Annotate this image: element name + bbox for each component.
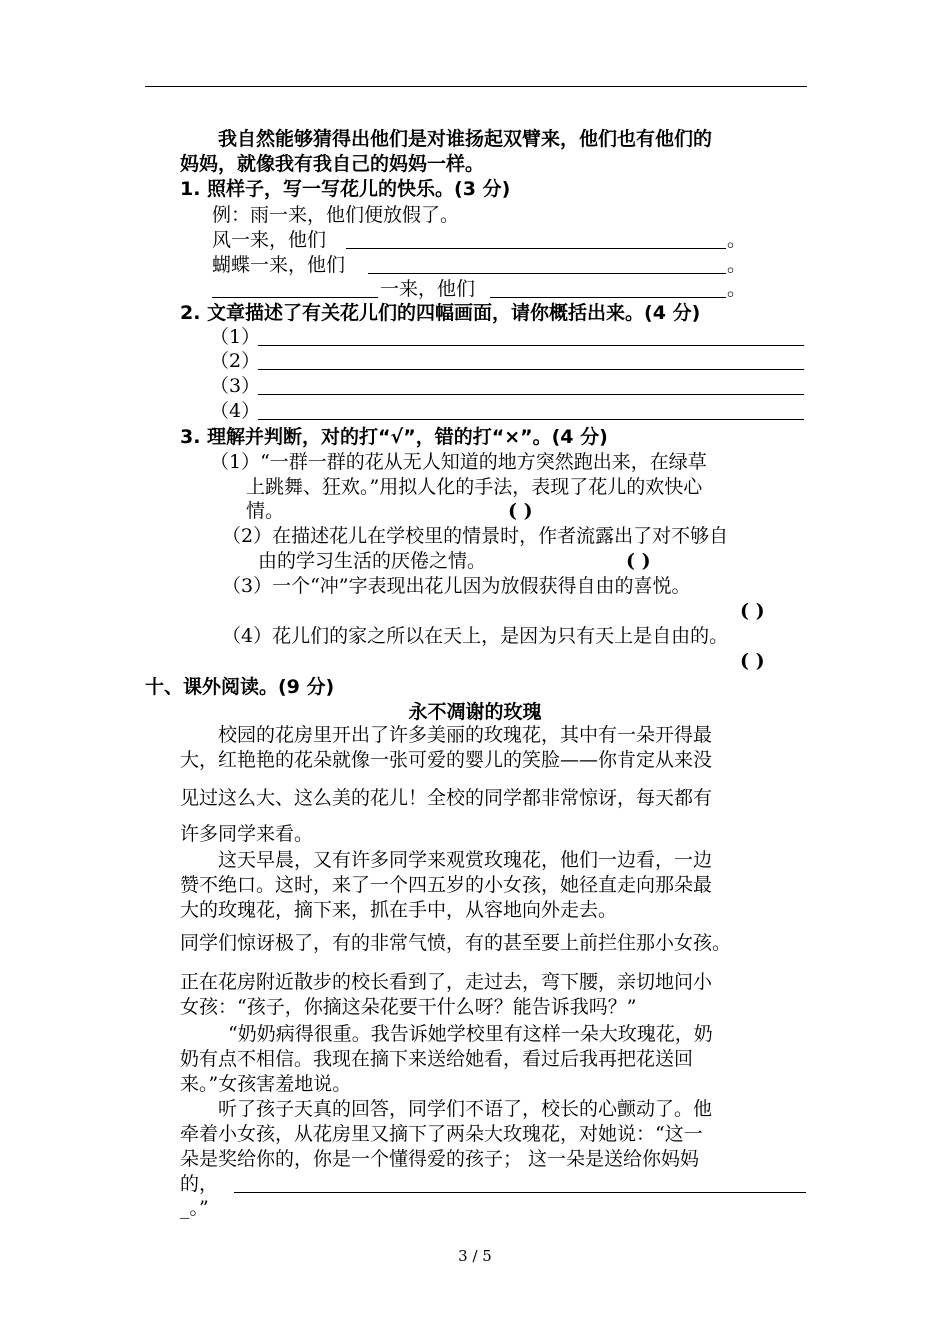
article-line: 来。”女孩害羞地说。 bbox=[180, 1073, 352, 1095]
section-heading: 十、课外阅读。(9 分) bbox=[145, 676, 335, 698]
passage-line: 妈妈，就像我有我自己的妈妈一样。 bbox=[180, 153, 485, 175]
answer-blank-q2-2[interactable] bbox=[258, 369, 804, 370]
article-line: 女孩：“孩子，你摘这朵花要干什么呀？能告诉我吗？” bbox=[180, 996, 637, 1018]
article-line: 校园的花房里开出了许多美丽的玫瑰花，其中有一朵开得最 bbox=[218, 724, 713, 746]
judge-item-4: （4）花儿们的家之所以在天上，是因为只有天上是自由的。 bbox=[222, 625, 729, 647]
answer-paren-3[interactable]: ( ) bbox=[740, 600, 765, 622]
page-number: 3 / 5 bbox=[458, 1247, 492, 1265]
header-rule bbox=[145, 86, 807, 87]
answer-paren-2[interactable]: ( ) bbox=[626, 550, 651, 572]
answer-blank-q2-3[interactable] bbox=[258, 394, 804, 395]
article-line: _。” bbox=[180, 1197, 209, 1219]
answer-blank-reading[interactable] bbox=[234, 1192, 806, 1193]
question-1-row1-prefix: 风一来，他们 bbox=[212, 229, 327, 251]
article-line: “奶奶病得很重。我告诉她学校里有这样一朵大玫瑰花，奶 bbox=[228, 1023, 713, 1045]
question-2-prompt: 2. 文章描述了有关花儿们的四幅画面，请你概括出来。(4 分) bbox=[180, 302, 701, 324]
answer-blank-q1-3a[interactable] bbox=[212, 297, 378, 298]
article-title: 永不凋谢的玫瑰 bbox=[408, 701, 542, 723]
answer-blank-q2-1[interactable] bbox=[258, 345, 804, 346]
answer-label-4: （4） bbox=[210, 400, 261, 422]
judge-item-2: 由的学习生活的厌倦之情。 bbox=[258, 550, 487, 572]
answer-blank-q1-1[interactable] bbox=[346, 248, 726, 249]
article-line: 同学们惊讶极了，有的非常气愤，有的甚至要上前拦住那小女孩。 bbox=[180, 932, 732, 954]
article-line: 的， bbox=[180, 1173, 219, 1195]
answer-paren-1[interactable]: ( ) bbox=[508, 500, 533, 522]
end-mark: 。 bbox=[727, 278, 747, 300]
article-line: 朵是奖给你的，你是一个懂得爱的孩子； 这一朵是送给你妈妈 bbox=[180, 1148, 700, 1170]
end-mark: 。 bbox=[727, 254, 747, 276]
answer-label-1: （1） bbox=[210, 326, 261, 348]
judge-item-2: （2）在描述花儿在学校里的情景时，作者流露出了对不够自 bbox=[222, 525, 729, 547]
judge-item-3: （3）一个“冲”字表现出花儿因为放假获得自由的喜悦。 bbox=[222, 575, 691, 597]
article-line: 奶有点不相信。我现在摘下来送给她看，看过后我再把花送回 bbox=[180, 1048, 694, 1070]
question-3-prompt: 3. 理解并判断，对的打“√”，错的打“×”。(4 分) bbox=[180, 426, 608, 448]
judge-item-1: （1）“一群一群的花从无人知道的地方突然跑出来，在绿草 bbox=[210, 451, 707, 473]
article-line: 这天早晨，又有许多同学来观赏玫瑰花，他们一边看，一边 bbox=[218, 849, 713, 871]
judge-item-1: 情。 bbox=[246, 500, 285, 522]
article-line: 听了孩子天真的回答，同学们不语了，校长的心颤动了。他 bbox=[218, 1098, 713, 1120]
article-line: 见过这么大、这么美的花儿！全校的同学都非常惊讶，每天都有 bbox=[180, 787, 713, 809]
article-line: 牵着小女孩，从花房里又摘下了两朵大玫瑰花，对她说：“这一 bbox=[180, 1123, 703, 1145]
article-line: 许多同学来看。 bbox=[180, 823, 314, 845]
answer-blank-q1-2[interactable] bbox=[368, 273, 726, 274]
question-1-row2-prefix: 蝴蝶一来，他们 bbox=[212, 254, 346, 276]
judge-item-1: 上跳舞、狂欢。”用拟人化的手法，表现了花儿的欢快心 bbox=[246, 476, 703, 498]
article-line: 赞不绝口。这时，来了一个四五岁的小女孩，她径直走向那朵最 bbox=[180, 874, 713, 896]
answer-paren-4[interactable]: ( ) bbox=[740, 650, 765, 672]
answer-label-2: （2） bbox=[210, 350, 261, 372]
article-line: 大的玫瑰花，摘下来，抓在手中，从容地向外走去。 bbox=[180, 899, 618, 921]
article-line: 正在花房附近散步的校长看到了，走过去，弯下腰，亲切地问小 bbox=[180, 971, 713, 993]
answer-blank-q2-4[interactable] bbox=[258, 419, 804, 420]
answer-label-3: （3） bbox=[210, 375, 261, 397]
answer-blank-q1-3b[interactable] bbox=[490, 297, 726, 298]
question-1-row3-mid: 一来，他们 bbox=[380, 278, 476, 300]
article-line: 大，红艳艳的花朵就像一张可爱的婴儿的笑脸——你肯定从来没 bbox=[180, 749, 713, 771]
passage-line: 我自然能够猜得出他们是对谁扬起双臂来，他们也有他们的 bbox=[218, 128, 713, 150]
question-1-prompt: 1. 照样子，写一写花儿的快乐。(3 分) bbox=[180, 178, 511, 200]
end-mark: 。 bbox=[727, 229, 747, 251]
question-1-example: 例：雨一来，他们便放假了。 bbox=[212, 204, 460, 226]
